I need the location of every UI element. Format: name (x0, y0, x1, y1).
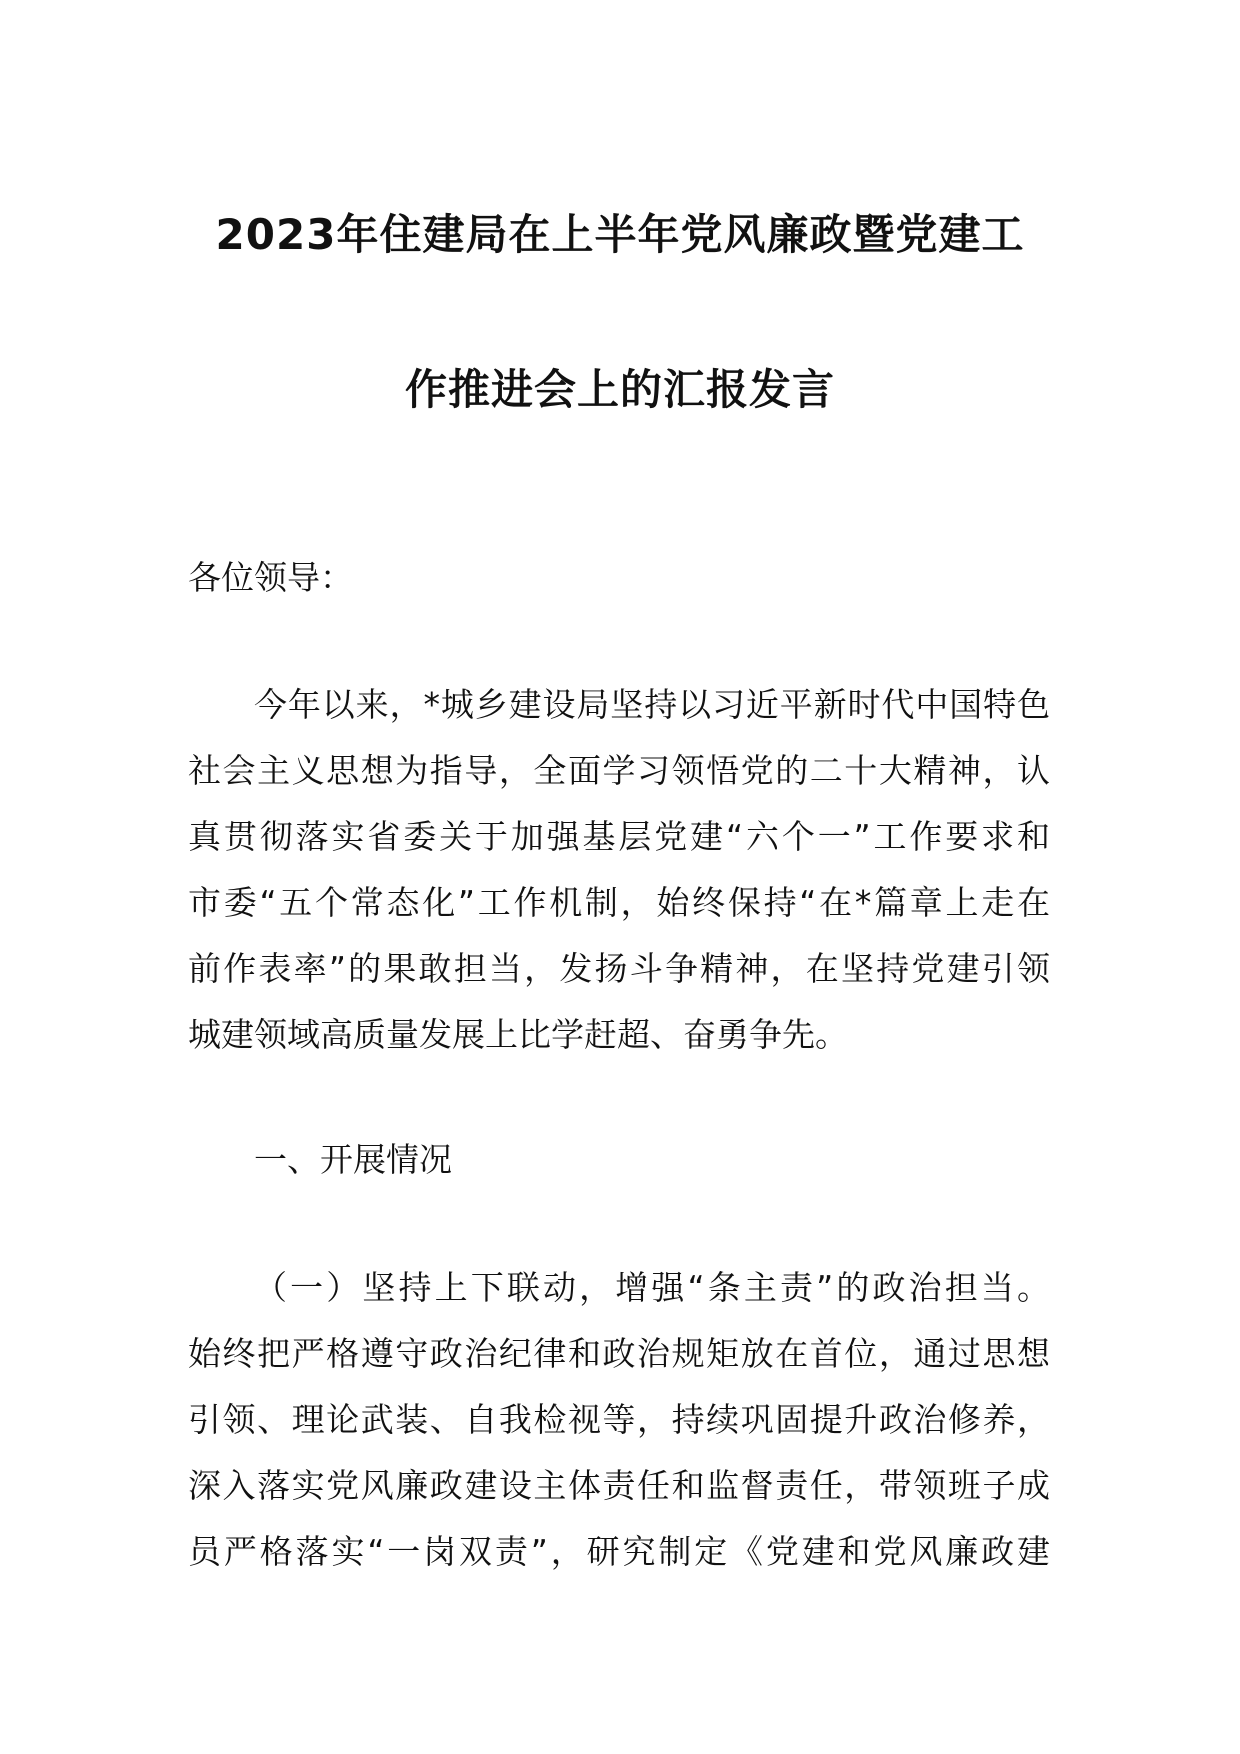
paragraph-section-1 (188, 1255, 1050, 1585)
paragraph-line: （一）坚持上下联动，增强“条主责”的政治担当。 (254, 1268, 1050, 1307)
section-heading-text: 一、开展情况 (254, 1140, 452, 1179)
section-heading (188, 1127, 1050, 1193)
paragraph-line: 始终把严格遵守政治纪律和政治规矩放在首位，通过思想 (188, 1334, 1050, 1373)
paragraph-line: 社会主义思想为指导，全面学习领悟党的二十大精神，认 (188, 751, 1050, 790)
paragraph-line: 城建领域高质量发展上比学赶超、奋勇争先。 (188, 1015, 848, 1054)
paragraph-line: 今年以来，*城乡建设局坚持以习近平新时代中国特色 (254, 685, 1050, 724)
salutation (188, 545, 1050, 611)
document-title-line-1: 2023年住建局在上半年党风廉政暨党建工 (215, 210, 1025, 259)
paragraph-line: 前作表率”的果敢担当，发扬斗争精神，在坚持党建引领 (188, 949, 1050, 988)
salutation-text: 各位领导： (188, 558, 353, 597)
paragraph-line: 深入落实党风廉政建设主体责任和监督责任，带领班子成 (188, 1466, 1050, 1505)
paragraph-line: 员严格落实“一岗双责”，研究制定《党建和党风廉政建 (188, 1532, 1050, 1571)
paragraph-line: 市委“五个常态化”工作机制，始终保持“在*篇章上走在 (188, 883, 1050, 922)
document-title-line-2: 作推进会上的汇报发言 (404, 365, 835, 414)
paragraph-line: 真贯彻落实省委关于加强基层党建“六个一”工作要求和 (188, 817, 1050, 856)
paragraph-line: 引领、理论武装、自我检视等，持续巩固提升政治修养， (188, 1400, 1050, 1439)
paragraph-intro (188, 672, 1050, 1068)
